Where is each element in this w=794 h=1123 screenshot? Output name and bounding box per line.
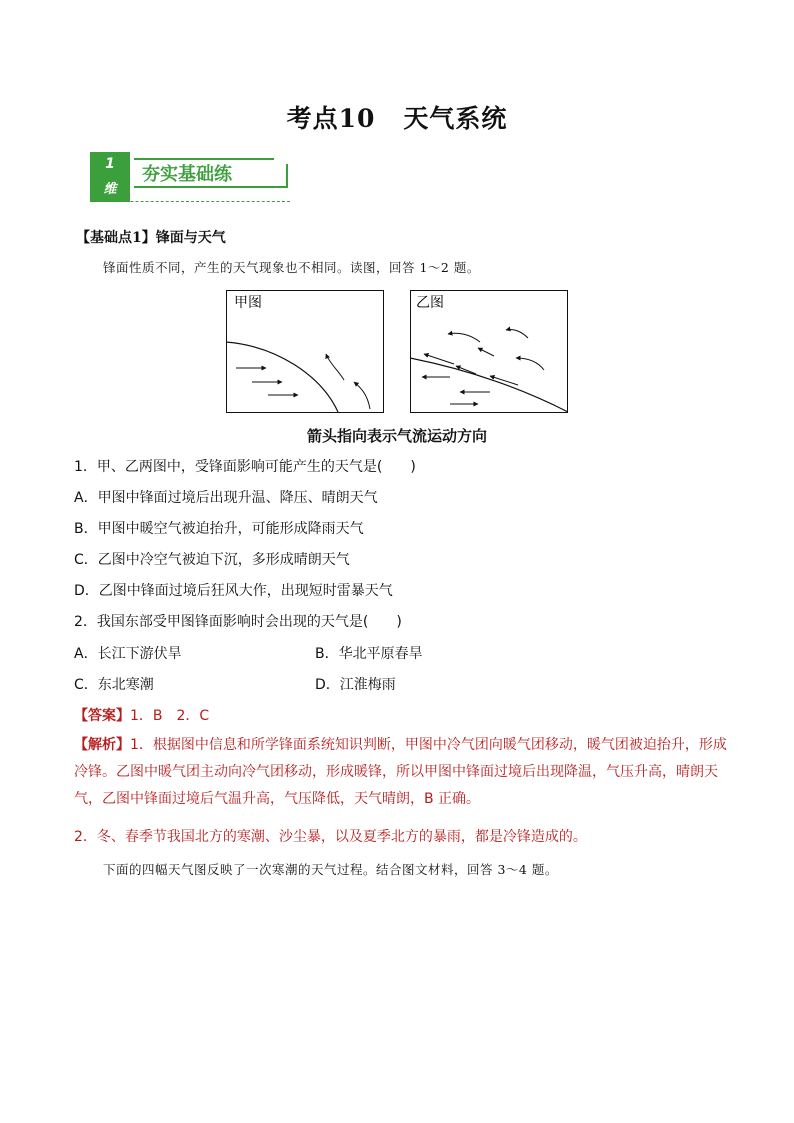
analysis-label: 【解析】 [74, 737, 130, 753]
banner-corner-decoration [272, 164, 288, 188]
question-1-option-a: A．甲图中锋面过境后出现升温、降压、晴朗天气 [74, 490, 378, 506]
knowledge-point-heading: 【基础点1】锋面与天气 [76, 230, 226, 246]
figure-left-panel [226, 290, 384, 414]
question-1-option-d: D．乙图中锋面过境后狂风大作，出现短时雷暴天气 [74, 583, 393, 599]
question-1-option-b: B．甲图中暖空气被迫抬升，可能形成降雨天气 [74, 521, 364, 537]
question-1-stem: 1．甲、乙两图中，受锋面影响可能产生的天气是( ) [74, 459, 416, 475]
title-main: 考点10 [286, 104, 376, 133]
answer-text: 1．B 2．C [130, 708, 210, 724]
figure-right-label: 乙图 [416, 295, 444, 311]
page-title [0, 99, 794, 135]
figure-caption: 箭头指向表示气流运动方向 [306, 427, 487, 445]
intro-text: 锋面性质不同，产生的天气现象也不相同。读图，回答 1～2 题。 [103, 260, 480, 275]
question-2-option-d: D．江淮梅雨 [315, 677, 396, 693]
answer-line [74, 705, 209, 725]
section-badge [90, 152, 130, 202]
section-wei: 维 [103, 182, 117, 197]
question-2-stem: 2．我国东部受甲图锋面影响时会出现的天气是( ) [74, 614, 402, 630]
banner-divider [90, 201, 290, 202]
title-topic: 天气系统 [403, 104, 508, 133]
section-title: 夯实基础练 [134, 158, 274, 188]
question-2-option-c: C．东北寒潮 [74, 677, 154, 693]
section-number: 1 [105, 156, 115, 172]
figure-right-panel [410, 290, 568, 414]
analysis-text-1: 1．根据图中信息和所学锋面系统知识判断，甲图中冷气团向暖气团移动，暖气团被迫抬升，形成冷锋。乙图中暖气团主动向冷气团移动，形成暖锋，所以甲图中锋面过境后出现降温，气压升高，晴朗天气，乙图中锋面过境后气温升高，气压降低，天气晴朗，B 正确。 [74, 737, 727, 807]
figure-left-label: 甲图 [234, 295, 262, 311]
intro-text-2: 下面的四幅天气图反映了一次寒潮的天气过程。结合图文材料，回答 3～4 题。 [103, 862, 558, 877]
question-2-option-b: B．华北平原春旱 [315, 646, 423, 662]
analysis-paragraph-1 [74, 732, 734, 813]
answer-label: 【答案】 [74, 708, 130, 724]
question-2-option-a: A．长江下游伏旱 [74, 646, 182, 662]
analysis-paragraph-2: 2．冬、春季节我国北方的寒潮、沙尘暴，以及夏季北方的暴雨，都是冷锋造成的。 [74, 829, 587, 845]
question-1-option-c: C．乙图中冷空气被迫下沉，多形成晴朗天气 [74, 552, 350, 568]
